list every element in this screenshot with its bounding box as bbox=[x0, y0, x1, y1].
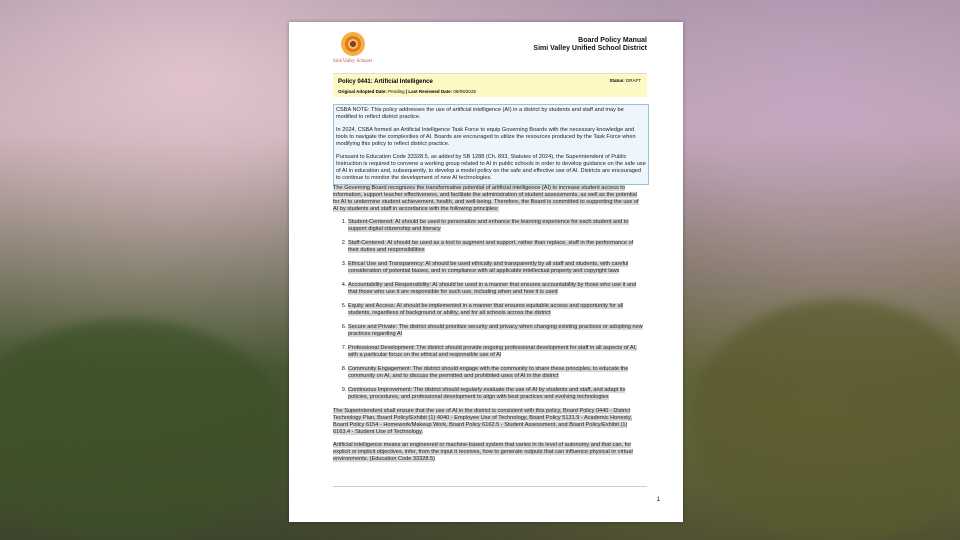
policy-dates bbox=[338, 89, 476, 94]
list-item bbox=[348, 387, 645, 401]
page-number: 1 bbox=[656, 497, 660, 503]
principle-text: Ethical Use and Transparency: AI should be used ethically and transparently by all staff and students, with careful consideration of potential biases, and in compliance with all applicable intellectual property and copyright laws bbox=[348, 261, 629, 274]
principle-text: Secure and Private: The district should prioritize security and privacy when changing existing practices or adopting new practices regarding AI bbox=[348, 324, 643, 337]
definition-paragraph: Artificial intelligence means an engineered or machine-based system that varies in its level of autonomy and that can, for explicit or implicit objectives, infer, from the input it receives, how to generate outputs that can influence physical or virtual environments. (Education Code 33328.5) bbox=[333, 442, 633, 462]
reviewed-label: Last Reviewed Date: bbox=[408, 89, 453, 94]
policy-body bbox=[333, 185, 645, 469]
list-item bbox=[348, 282, 645, 296]
policy-title: Policy 0441: Artificial Intelligence bbox=[338, 79, 433, 85]
note-paragraph: CSBA NOTE: This policy addresses the use of artificial intelligence (AI) in a district by students and staff and may be modified to reflect district practice. bbox=[336, 107, 624, 120]
superintendent-paragraph: The Superintendent shall ensure that the use of AI in the district is consistent with this policy, Board Policy 0440 - District Technology Plan, Board Policy/Exhibit (1) 4040 - Employee Use of Technology, Board Policy 5131.9 - Academic Honesty, Board Policy 6154 - Homework/Makeup Work, Board Policy 6162.5 - Student Assessment, and Board Policy/Exhibit (1) 6163.4 - Student Use of Technology. bbox=[333, 408, 632, 435]
note-paragraph: In 2024, CSBA formed an Artificial Intelligence Task Force to equip Governing Boards with the necessary knowledge and tools to navigate the complexities of AI. Boards are encouraged to utilize the resources produced by the Task Force when modifying this policy to reflect district practice. bbox=[336, 127, 636, 147]
document-page bbox=[289, 22, 683, 522]
list-item bbox=[348, 240, 645, 254]
district-name: Simi Valley Unified School District bbox=[533, 45, 647, 52]
footer-divider bbox=[333, 486, 647, 487]
policy-info-box bbox=[333, 73, 647, 97]
list-item bbox=[348, 366, 645, 380]
list-item bbox=[348, 324, 645, 338]
district-logo-icon bbox=[341, 32, 365, 56]
manual-title: Board Policy Manual bbox=[578, 37, 647, 44]
adopted-value: Pending bbox=[388, 89, 405, 94]
list-item bbox=[348, 303, 645, 317]
principle-text: Staff-Centered: AI should be used as a tool to augment and support, rather than replace, staff in the performance of their duties and responsibilities bbox=[348, 240, 634, 253]
list-item bbox=[348, 219, 645, 233]
list-item bbox=[348, 345, 645, 359]
policy-status bbox=[609, 78, 641, 83]
principle-text: Continuous Improvement: The district should regularly evaluate the use of AI by students and staff, and adapt its policies, procedures, and professional development to align with best practices and evolving technologies bbox=[348, 387, 626, 400]
adopted-label: Original Adopted Date: bbox=[338, 89, 387, 94]
document-header bbox=[533, 37, 647, 53]
status-value: DRAFT bbox=[626, 78, 641, 83]
principle-text: Community Engagement: The district should engage with the community to share these principles, to educate the community on AI, and to discuss the permitted and prohibited uses of AI in the district bbox=[348, 366, 629, 379]
reviewed-value: 09/09/2025 bbox=[453, 89, 476, 94]
principles-list bbox=[333, 219, 645, 401]
logo-text: SimiValley Schools bbox=[333, 59, 373, 64]
csba-note-box bbox=[333, 104, 649, 185]
status-label: Status: bbox=[609, 78, 625, 83]
principle-text: Accountability and Responsibility: AI should be used in a manner that ensures accountability by those who use it and that those who use it are responsible for such use, including when and how it is used bbox=[348, 282, 637, 295]
list-item bbox=[348, 261, 645, 275]
principle-text: Professional Development: The district should provide ongoing professional development for staff in all aspects of AI, with a particular focus on the ethical and responsible use of AI bbox=[348, 345, 637, 358]
separator: | bbox=[404, 89, 409, 94]
principle-text: Equity and Access: AI should be implemented in a manner that ensures equitable access and opportunity for all students, regardless of background or ability, and for all schools across the district bbox=[348, 303, 624, 316]
intro-paragraph: The Governing Board recognizes the transformative potential of artificial intelligence (AI) to increase student access to information, support teacher effectiveness, and facilitate the administration of student assessments, as well as the potential for AI to undermine student achievement, health, and well-being. Therefore, the Board is committed to supporting the use of AI by students and staff in accordance with the following principles: bbox=[333, 185, 639, 212]
principle-text: Student-Centered: AI should be used to personalize and enhance the learning experience for each student and to support digital citizenship and literacy bbox=[348, 219, 629, 232]
note-paragraph: Pursuant to Education Code 33328.5, as added by SB 1288 (Ch. 893, Statutes of 2024), the Superintendent of Public Instruction is required to convene a working group related to AI in public schools in order to develop guidance on the safe use of AI in education and, subsequently, to develop a model policy on the safe and effective use of AI. Districts are encouraged to continue to monitor the development of new AI technologies. bbox=[336, 154, 646, 181]
